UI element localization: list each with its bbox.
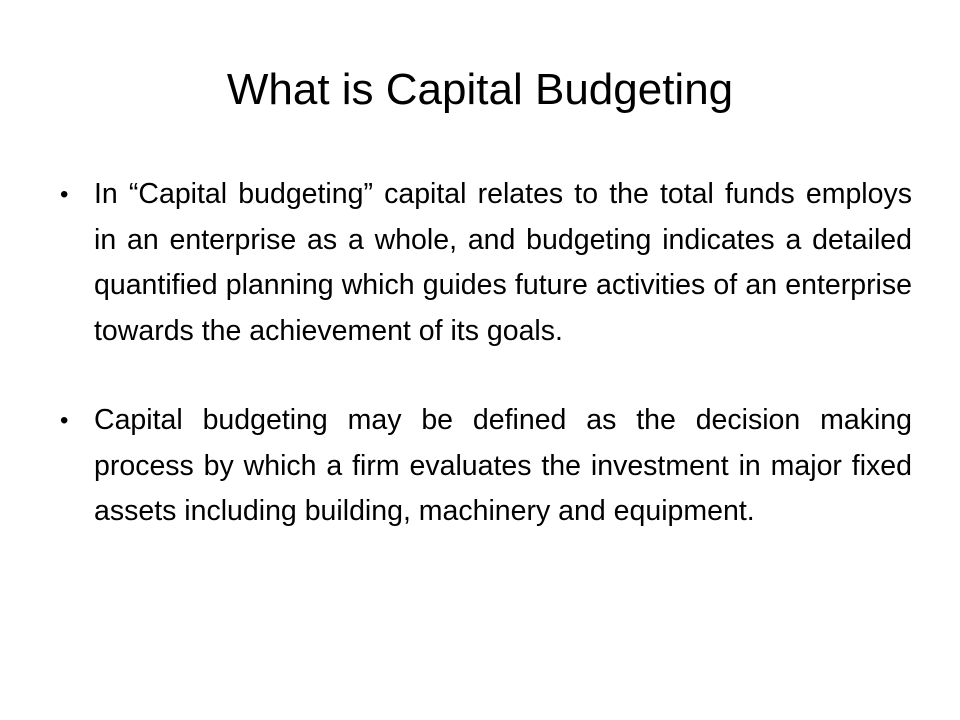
bullet-text: In “Capital budgeting” capital relates to the total funds employs in an enterprise as a whole, and budgeting indicates a detailed quantified planning which guides future activities of an enterprise towards the achievement of its goals. (94, 178, 912, 347)
bullet-icon: • (60, 181, 69, 208)
slide-title: What is Capital Budgeting (226, 65, 734, 114)
bullet-text: Capital budgeting may be defined as the decision making process by which a firm evaluates the investment in major fixed assets including building, machinery and equipment. (94, 404, 912, 527)
bullet-icon: • (60, 407, 69, 434)
bullet-item (60, 398, 912, 535)
bullet-item (60, 172, 912, 354)
bullet-list (60, 172, 912, 579)
